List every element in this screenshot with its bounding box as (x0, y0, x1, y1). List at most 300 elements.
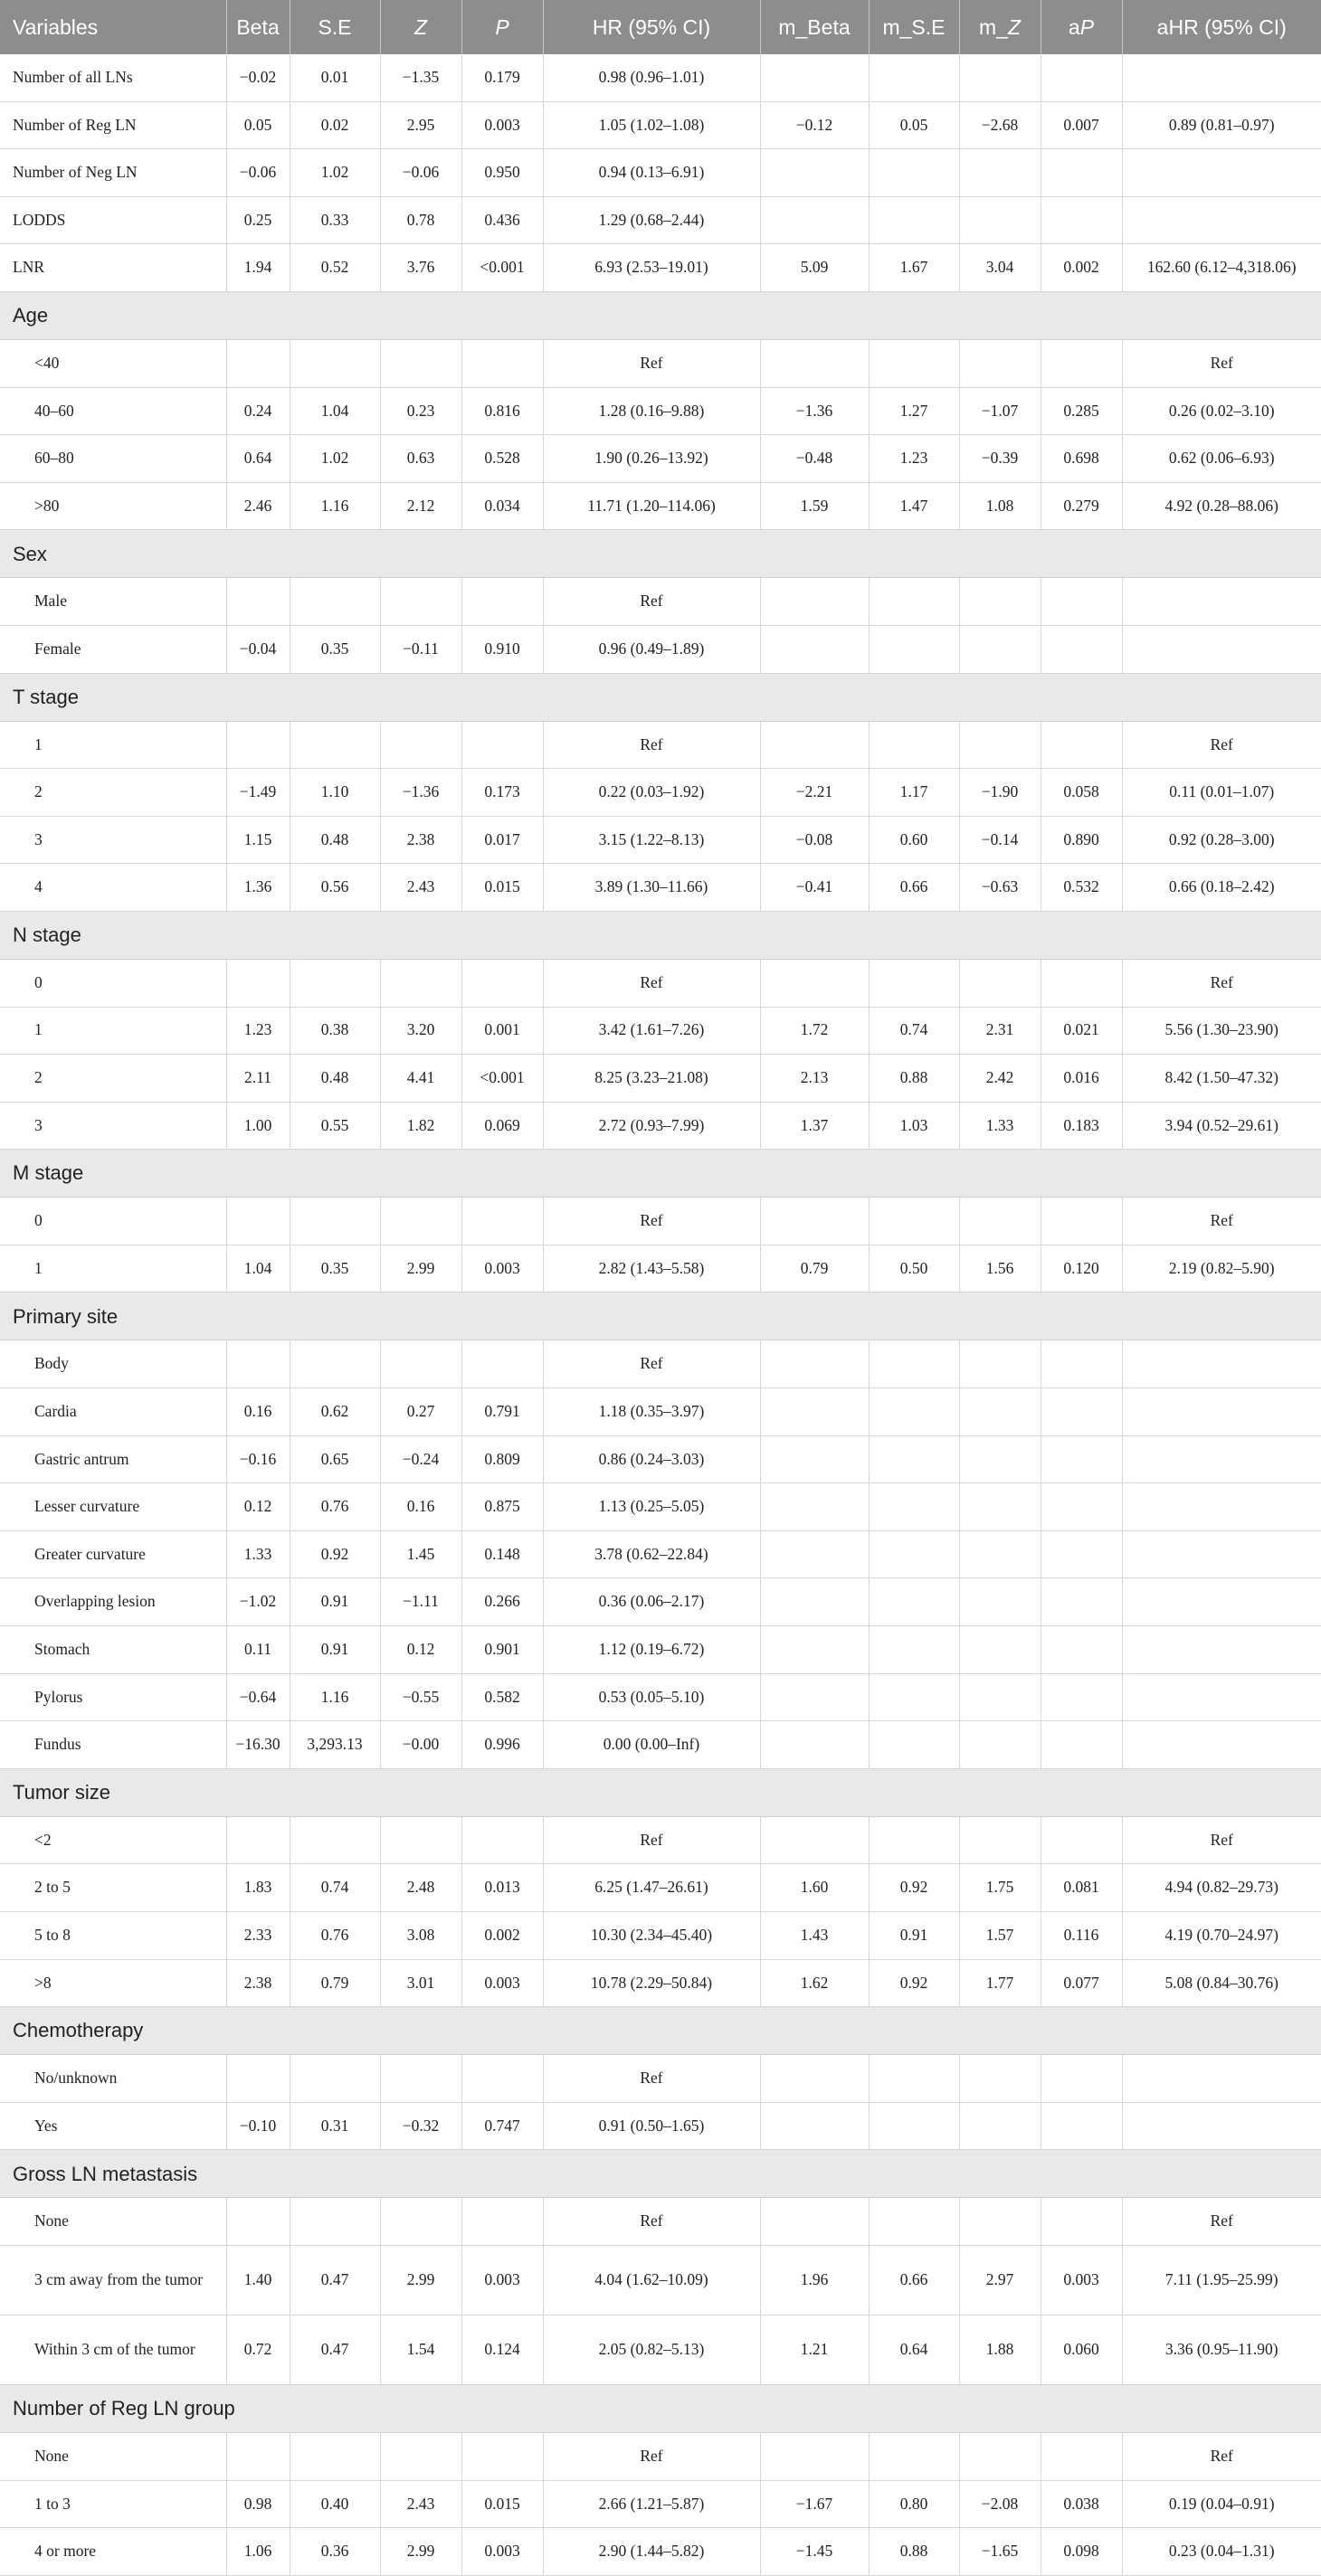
value-cell: 1.16 (290, 1673, 380, 1721)
value-cell (461, 721, 543, 769)
value-cell: 0.003 (461, 101, 543, 149)
value-cell: 0.285 (1041, 387, 1122, 435)
value-cell (959, 1388, 1041, 1436)
value-cell: 1.15 (226, 816, 290, 864)
value-cell: 0.183 (1041, 1102, 1122, 1150)
value-cell (959, 54, 1041, 101)
header-m-z: m_Z (959, 0, 1041, 54)
value-cell (1122, 149, 1321, 197)
value-cell: 4.92 (0.28–88.06) (1122, 482, 1321, 530)
table-row (0, 2055, 1321, 2103)
value-cell: Ref (543, 1340, 760, 1388)
value-cell (869, 1388, 959, 1436)
header-variables: Variables (0, 0, 226, 54)
table-row (0, 769, 1321, 817)
value-cell (959, 149, 1041, 197)
value-cell: 2.95 (380, 101, 461, 149)
value-cell (380, 1198, 461, 1245)
value-cell (1041, 2055, 1122, 2103)
value-cell: 0.92 (290, 1530, 380, 1578)
value-cell: 1.47 (869, 482, 959, 530)
value-cell (1041, 196, 1122, 244)
value-cell (760, 1530, 869, 1578)
table-row (0, 1530, 1321, 1578)
value-cell: 0.12 (380, 1626, 461, 1674)
variable-cell: 1 (0, 1007, 226, 1055)
value-cell (1041, 959, 1122, 1007)
table-row (0, 482, 1321, 530)
value-cell (869, 625, 959, 673)
value-cell (461, 1816, 543, 1864)
value-cell: 0.88 (869, 1055, 959, 1103)
value-cell (959, 196, 1041, 244)
value-cell (226, 721, 290, 769)
variable-cell: Female (0, 625, 226, 673)
value-cell (869, 959, 959, 1007)
value-cell (226, 1198, 290, 1245)
value-cell (869, 2055, 959, 2103)
variable-cell: 2 (0, 769, 226, 817)
value-cell: 0.002 (1041, 244, 1122, 292)
value-cell (226, 959, 290, 1007)
table-row (0, 1864, 1321, 1912)
value-cell: 1.23 (869, 435, 959, 483)
table-row (0, 2102, 1321, 2150)
value-cell (290, 721, 380, 769)
value-cell: −0.24 (380, 1435, 461, 1483)
value-cell (959, 1816, 1041, 1864)
value-cell (869, 721, 959, 769)
variable-cell: >80 (0, 482, 226, 530)
value-cell: 2.97 (959, 2245, 1041, 2315)
value-cell (461, 959, 543, 1007)
value-cell (959, 2055, 1041, 2103)
value-cell: 0.279 (1041, 482, 1122, 530)
value-cell: −1.35 (380, 54, 461, 101)
value-cell (760, 2102, 869, 2150)
value-cell (760, 1578, 869, 1626)
value-cell (959, 1483, 1041, 1531)
value-cell (959, 339, 1041, 387)
value-cell (1122, 1673, 1321, 1721)
variable-cell: Number of Reg LN (0, 101, 226, 149)
value-cell: 0.96 (0.49–1.89) (543, 625, 760, 673)
value-cell: −1.02 (226, 1578, 290, 1626)
value-cell: 0.003 (1041, 2245, 1122, 2315)
variable-cell: Male (0, 578, 226, 626)
value-cell (760, 2055, 869, 2103)
value-cell: 0.875 (461, 1483, 543, 1531)
value-cell: 2.43 (380, 864, 461, 912)
value-cell: 0.013 (461, 1864, 543, 1912)
value-cell: 2.42 (959, 1055, 1041, 1103)
table-row (0, 721, 1321, 769)
value-cell: 7.11 (1.95–25.99) (1122, 2245, 1321, 2315)
value-cell: 3.15 (1.22–8.13) (543, 816, 760, 864)
value-cell (869, 2102, 959, 2150)
value-cell (959, 1626, 1041, 1674)
value-cell: Ref (1122, 1198, 1321, 1245)
value-cell (1041, 1816, 1122, 1864)
value-cell: 0.74 (290, 1864, 380, 1912)
value-cell: 0.76 (290, 1483, 380, 1531)
table-row (0, 864, 1321, 912)
value-cell: 1.29 (0.68–2.44) (543, 196, 760, 244)
value-cell: −0.04 (226, 625, 290, 673)
value-cell: 2.13 (760, 1055, 869, 1103)
value-cell: 0.22 (0.03–1.92) (543, 769, 760, 817)
table-row (0, 54, 1321, 101)
value-cell: 0.66 (0.18–2.42) (1122, 864, 1321, 912)
value-cell: 0.16 (226, 1388, 290, 1436)
value-cell: −0.02 (226, 54, 290, 101)
value-cell: 0.91 (290, 1626, 380, 1674)
value-cell (869, 1530, 959, 1578)
value-cell: −0.06 (226, 149, 290, 197)
table-row (0, 1673, 1321, 1721)
value-cell (869, 1721, 959, 1769)
value-cell: −1.49 (226, 769, 290, 817)
header-ap: aP (1041, 0, 1122, 54)
value-cell (461, 2198, 543, 2246)
value-cell: 2.05 (0.82–5.13) (543, 2315, 760, 2384)
value-cell: −0.14 (959, 816, 1041, 864)
value-cell: 5.08 (0.84–30.76) (1122, 1959, 1321, 2007)
value-cell: 3.42 (1.61–7.26) (543, 1007, 760, 1055)
value-cell: 0.116 (1041, 1912, 1122, 1960)
value-cell: 0.52 (290, 244, 380, 292)
value-cell: 0.038 (1041, 2480, 1122, 2528)
value-cell (1041, 625, 1122, 673)
value-cell (290, 1340, 380, 1388)
value-cell: 8.25 (3.23–21.08) (543, 1055, 760, 1103)
value-cell: 2.31 (959, 1007, 1041, 1055)
value-cell: 1.16 (290, 482, 380, 530)
value-cell: 0.034 (461, 482, 543, 530)
table-row (0, 101, 1321, 149)
value-cell (226, 339, 290, 387)
value-cell: 1.62 (760, 1959, 869, 2007)
value-cell (380, 1340, 461, 1388)
section-header-row (0, 911, 1321, 959)
value-cell: 0.809 (461, 1435, 543, 1483)
value-cell: 4.04 (1.62–10.09) (543, 2245, 760, 2315)
value-cell: 3,293.13 (290, 1721, 380, 1769)
value-cell: 3.94 (0.52–29.61) (1122, 1102, 1321, 1150)
value-cell (760, 2198, 869, 2246)
value-cell (959, 2198, 1041, 2246)
value-cell: 0.40 (290, 2480, 380, 2528)
table-row (0, 1340, 1321, 1388)
value-cell: −1.07 (959, 387, 1041, 435)
value-cell: 0.23 (0.04–1.31) (1122, 2528, 1321, 2576)
section-header-row (0, 673, 1321, 721)
value-cell (226, 2198, 290, 2246)
value-cell: 11.71 (1.20–114.06) (543, 482, 760, 530)
variable-cell: Lesser curvature (0, 1483, 226, 1531)
value-cell: 0.698 (1041, 435, 1122, 483)
value-cell: 0.12 (226, 1483, 290, 1531)
value-cell: 3.08 (380, 1912, 461, 1960)
value-cell: −0.32 (380, 2102, 461, 2150)
variable-cell: No/unknown (0, 2055, 226, 2103)
value-cell: 0.015 (461, 864, 543, 912)
variable-cell: 40–60 (0, 387, 226, 435)
value-cell: 1.03 (869, 1102, 959, 1150)
variable-cell: Greater curvature (0, 1530, 226, 1578)
value-cell: 0.436 (461, 196, 543, 244)
value-cell: 0.62 (290, 1388, 380, 1436)
value-cell: 2.99 (380, 1245, 461, 1293)
variable-cell: <2 (0, 1816, 226, 1864)
section-header-row (0, 1293, 1321, 1340)
table-row (0, 1626, 1321, 1674)
value-cell: 1.08 (959, 482, 1041, 530)
value-cell: 0.007 (1041, 101, 1122, 149)
variable-cell: 3 (0, 1102, 226, 1150)
value-cell (760, 1198, 869, 1245)
table-row (0, 816, 1321, 864)
table-row (0, 2432, 1321, 2480)
value-cell (461, 1340, 543, 1388)
value-cell (760, 1388, 869, 1436)
value-cell: 2.90 (1.44–5.82) (543, 2528, 760, 2576)
value-cell: −2.68 (959, 101, 1041, 149)
value-cell (959, 1435, 1041, 1483)
value-cell (959, 1721, 1041, 1769)
value-cell: 2.46 (226, 482, 290, 530)
value-cell (380, 2198, 461, 2246)
value-cell (959, 2102, 1041, 2150)
value-cell: 6.25 (1.47–26.61) (543, 1864, 760, 1912)
value-cell (869, 1340, 959, 1388)
value-cell: 0.50 (869, 1245, 959, 1293)
value-cell (760, 1816, 869, 1864)
variable-cell: Gastric antrum (0, 1435, 226, 1483)
value-cell (1041, 1483, 1122, 1531)
value-cell: 0.016 (1041, 1055, 1122, 1103)
value-cell: 0.582 (461, 1673, 543, 1721)
value-cell (760, 1483, 869, 1531)
value-cell: 0.66 (869, 2245, 959, 2315)
value-cell: −0.16 (226, 1435, 290, 1483)
value-cell (226, 1816, 290, 1864)
value-cell (1122, 1530, 1321, 1578)
value-cell (869, 54, 959, 101)
value-cell (869, 1483, 959, 1531)
value-cell: 3.20 (380, 1007, 461, 1055)
value-cell: 0.78 (380, 196, 461, 244)
value-cell: 1.27 (869, 387, 959, 435)
value-cell (1041, 1626, 1122, 1674)
value-cell: 1.72 (760, 1007, 869, 1055)
variable-cell: 2 (0, 1055, 226, 1103)
table-row (0, 1912, 1321, 1960)
value-cell: 0.60 (869, 816, 959, 864)
variable-cell: 3 (0, 816, 226, 864)
value-cell: 0.266 (461, 1578, 543, 1626)
value-cell: 0.27 (380, 1388, 461, 1436)
value-cell: 1.18 (0.35–3.97) (543, 1388, 760, 1436)
value-cell: 1.13 (0.25–5.05) (543, 1483, 760, 1531)
value-cell: 0.069 (461, 1102, 543, 1150)
value-cell: 1.37 (760, 1102, 869, 1150)
variable-cell: 3 cm away from the tumor (0, 2245, 226, 2315)
value-cell: Ref (1122, 2198, 1321, 2246)
value-cell (290, 959, 380, 1007)
value-cell: 1.17 (869, 769, 959, 817)
table-row (0, 149, 1321, 197)
value-cell (869, 2198, 959, 2246)
value-cell (869, 1435, 959, 1483)
value-cell: Ref (1122, 721, 1321, 769)
value-cell: 0.24 (226, 387, 290, 435)
value-cell (380, 959, 461, 1007)
value-cell (290, 339, 380, 387)
value-cell: <0.001 (461, 1055, 543, 1103)
table-header (0, 0, 1321, 54)
value-cell: 2.82 (1.43–5.58) (543, 1245, 760, 1293)
value-cell: −1.90 (959, 769, 1041, 817)
value-cell (760, 959, 869, 1007)
value-cell: −1.67 (760, 2480, 869, 2528)
section-label: Number of Reg LN group (0, 2384, 1321, 2432)
header-ahr-ci: aHR (95% CI) (1122, 0, 1321, 54)
section-label: Sex (0, 530, 1321, 578)
variable-cell: 0 (0, 959, 226, 1007)
value-cell: 0.950 (461, 149, 543, 197)
value-cell: Ref (1122, 339, 1321, 387)
value-cell: 1.96 (760, 2245, 869, 2315)
variable-cell: LNR (0, 244, 226, 292)
value-cell (1041, 2432, 1122, 2480)
value-cell: 3.76 (380, 244, 461, 292)
table-row (0, 1007, 1321, 1055)
value-cell: 0.92 (0.28–3.00) (1122, 816, 1321, 864)
value-cell: 2.43 (380, 2480, 461, 2528)
value-cell: 2.72 (0.93–7.99) (543, 1102, 760, 1150)
value-cell (1041, 2102, 1122, 2150)
value-cell: 0.26 (0.02–3.10) (1122, 387, 1321, 435)
value-cell: 0.05 (226, 101, 290, 149)
value-cell: 0.91 (290, 1578, 380, 1626)
value-cell: 0.48 (290, 816, 380, 864)
value-cell: 0.64 (226, 435, 290, 483)
value-cell (869, 1673, 959, 1721)
value-cell: 0.55 (290, 1102, 380, 1150)
value-cell (869, 339, 959, 387)
value-cell: −0.08 (760, 816, 869, 864)
table-row (0, 1055, 1321, 1103)
value-cell (1041, 1721, 1122, 1769)
value-cell: 0.47 (290, 2245, 380, 2315)
value-cell: 0.002 (461, 1912, 543, 1960)
value-cell: 1.60 (760, 1864, 869, 1912)
value-cell: Ref (1122, 959, 1321, 1007)
table-row (0, 1102, 1321, 1150)
value-cell (760, 339, 869, 387)
value-cell: 0.72 (226, 2315, 290, 2384)
value-cell: 4.41 (380, 1055, 461, 1103)
value-cell: 3.78 (0.62–22.84) (543, 1530, 760, 1578)
variable-cell: 5 to 8 (0, 1912, 226, 1960)
value-cell: 1.67 (869, 244, 959, 292)
value-cell (959, 2432, 1041, 2480)
value-cell: Ref (543, 721, 760, 769)
value-cell: 0.79 (760, 1245, 869, 1293)
value-cell: 2.12 (380, 482, 461, 530)
value-cell (380, 721, 461, 769)
value-cell: −0.39 (959, 435, 1041, 483)
value-cell (1122, 1578, 1321, 1626)
value-cell: 0.001 (461, 1007, 543, 1055)
value-cell (959, 625, 1041, 673)
value-cell: 1.12 (0.19–6.72) (543, 1626, 760, 1674)
value-cell (760, 2432, 869, 2480)
table-row (0, 2528, 1321, 2576)
value-cell: 0.816 (461, 387, 543, 435)
value-cell: 0.179 (461, 54, 543, 101)
value-cell: 1.43 (760, 1912, 869, 1960)
value-cell: 0.92 (869, 1959, 959, 2007)
section-header-row (0, 2384, 1321, 2432)
value-cell (760, 196, 869, 244)
value-cell (760, 1673, 869, 1721)
variable-cell: 1 (0, 721, 226, 769)
value-cell: 0.89 (0.81–0.97) (1122, 101, 1321, 149)
value-cell: 1.57 (959, 1912, 1041, 1960)
value-cell: −0.12 (760, 101, 869, 149)
value-cell: 0.003 (461, 2245, 543, 2315)
value-cell: 0.88 (869, 2528, 959, 2576)
value-cell (869, 196, 959, 244)
section-header-row (0, 2007, 1321, 2055)
value-cell (1041, 54, 1122, 101)
value-cell: 1.77 (959, 1959, 1041, 2007)
value-cell (869, 2432, 959, 2480)
value-cell (869, 1198, 959, 1245)
value-cell: 0.996 (461, 1721, 543, 1769)
variable-cell: Fundus (0, 1721, 226, 1769)
value-cell (461, 578, 543, 626)
value-cell: 3.01 (380, 1959, 461, 2007)
table-row (0, 1816, 1321, 1864)
section-label: Age (0, 291, 1321, 339)
value-cell: −0.48 (760, 435, 869, 483)
section-header-row (0, 1150, 1321, 1198)
value-cell: 0.98 (226, 2480, 290, 2528)
header-z: Z (380, 0, 461, 54)
value-cell: 3.36 (0.95–11.90) (1122, 2315, 1321, 2384)
value-cell: 2.48 (380, 1864, 461, 1912)
value-cell: 1.04 (226, 1245, 290, 1293)
value-cell: 0.003 (461, 1245, 543, 1293)
value-cell (1122, 1435, 1321, 1483)
value-cell (959, 1578, 1041, 1626)
variable-cell: 4 (0, 864, 226, 912)
section-header-row (0, 1768, 1321, 1816)
value-cell: 0.11 (226, 1626, 290, 1674)
value-cell: 1.88 (959, 2315, 1041, 2384)
value-cell: 0.31 (290, 2102, 380, 2150)
value-cell: 2.38 (226, 1959, 290, 2007)
header-se: S.E (290, 0, 380, 54)
variable-cell: 2 to 5 (0, 1864, 226, 1912)
value-cell: 4.19 (0.70–24.97) (1122, 1912, 1321, 1960)
value-cell: 2.19 (0.82–5.90) (1122, 1245, 1321, 1293)
value-cell: 0.173 (461, 769, 543, 817)
value-cell (1041, 1673, 1122, 1721)
